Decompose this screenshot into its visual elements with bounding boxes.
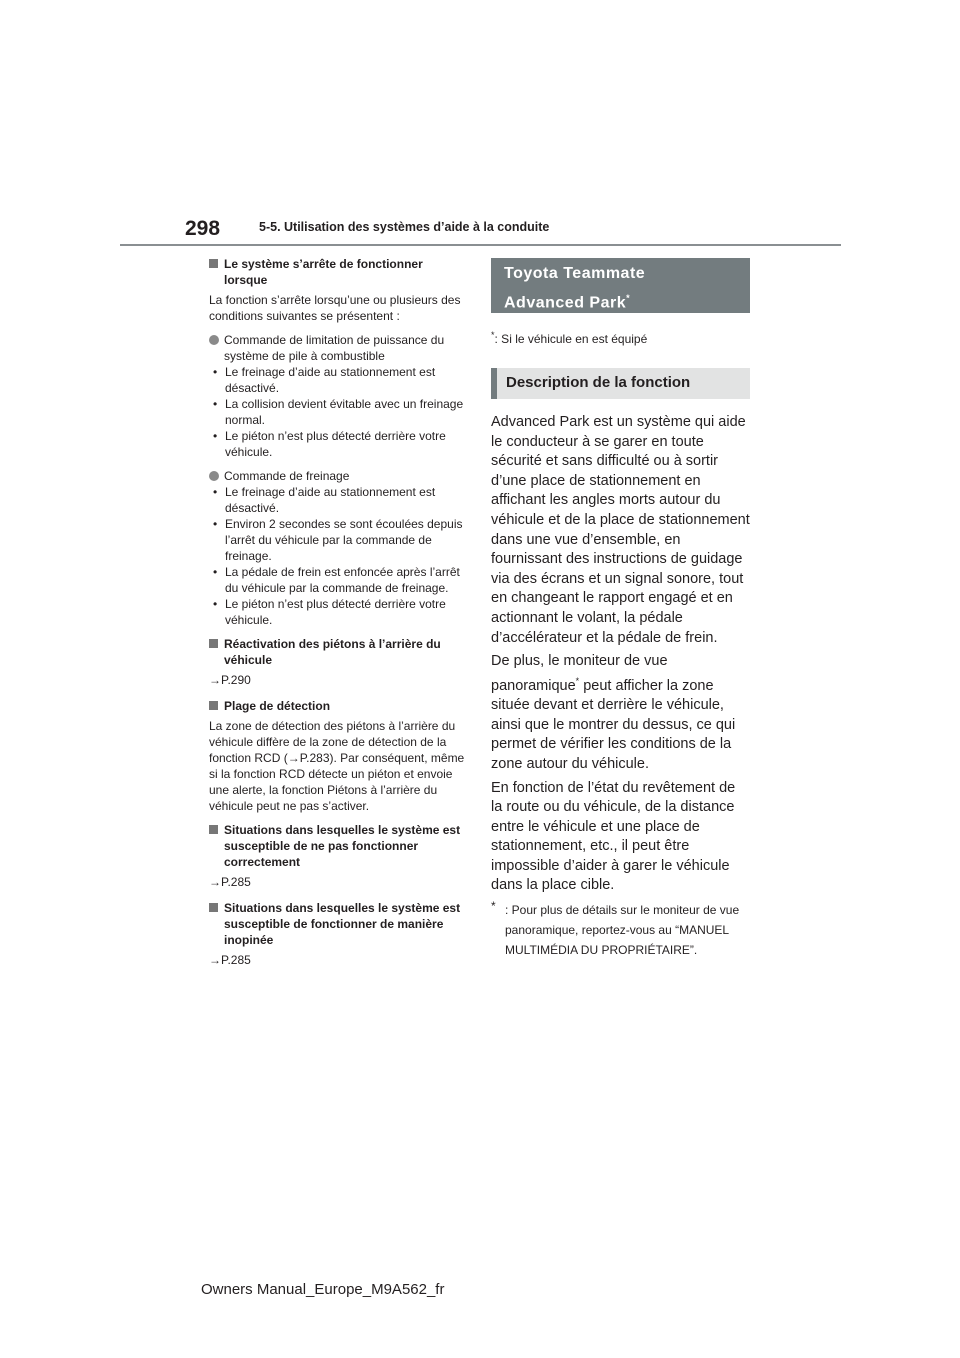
list-item: • Environ 2 secondes se sont écoulées depuis l’arrêt du véhicule par la commande de freinage. <box>209 516 468 564</box>
heading-detection-range: Plage de détection <box>209 698 468 714</box>
header-divider <box>120 244 841 246</box>
brake-control-list <box>209 484 468 628</box>
heading-unexpected-operation: Situations dans lesquelles le système est susceptible de fonctionner de manière inopinée <box>209 900 468 948</box>
square-bullet-icon <box>209 259 218 268</box>
detection-range-text: La zone de détection des piétons à l’arrière du véhicule diffère de la zone de détection de la fonction RCD (→P.283). Par conséquent, même si la fonction RCD détecte un piéton et envoie une alerte, la fonction Piétons à l’arrière du véhicule peut ne pas s’activer. <box>209 719 465 813</box>
page-reference-link[interactable]: →P.285 <box>209 875 251 889</box>
square-bullet-icon <box>209 903 218 912</box>
page-reference-link[interactable]: →P.290 <box>209 673 251 687</box>
subsection-title: Description de la fonction <box>506 374 691 391</box>
panoramic-monitor-footnote: * : Pour plus de détails sur le moniteur de vue panoramique, reportez-vous au “MANUEL MULTIMÉDIA DU PROPRIÉTAIRE”. <box>491 899 740 958</box>
heading-accent-bar <box>491 368 497 399</box>
description-paragraph-2: De plus, le moniteur de vue panoramique* peut afficher la zone située devant et derrière le véhicule, ainsi que le montrer du dessus, ce qui permet de vérifier les conditions de la zone autour du véhicule. <box>491 653 736 772</box>
footer-document-id: Owners Manual_Europe_M9A562_fr <box>201 1281 445 1298</box>
left-column <box>209 256 468 978</box>
banner-title-line2: Advanced Park* <box>504 293 631 312</box>
page-reference-link[interactable]: →P.285 <box>209 953 251 967</box>
heading-reactivation: Réactivation des piétons à l’arrière du véhicule <box>209 636 468 668</box>
square-bullet-icon <box>209 701 218 710</box>
list-item: • Le piéton n’est plus détecté derrière votre véhicule. <box>209 428 468 460</box>
power-limit-list <box>209 364 468 460</box>
bullet-power-limit: Commande de limitation de puissance du système de pile à combustible <box>209 332 468 364</box>
section-banner <box>491 258 750 313</box>
heading-stop-conditions: Le système s’arrête de fonctionner lorsque <box>209 256 468 288</box>
list-item: • Le piéton n’est plus détecté derrière votre véhicule. <box>209 596 468 628</box>
list-item: • La pédale de frein est enfoncée après l’arrêt du véhicule par la commande de freinage. <box>209 564 468 596</box>
description-paragraph-1: Advanced Park est un système qui aide le conducteur à se garer en toute sécurité et sans difficulté ou à sortir d’une place de stationnement en affichant les angles morts autour du véhicule et de la place de stationnement dans une vue d’ensemble, en fournissant des instructions de guidage via des écrans et un signal sonore, tout en changeant le rapport engagé et en actionnant le volant, la pédale d’accélérateur et la pédale de frein. <box>491 414 750 646</box>
circle-bullet-icon <box>209 471 219 481</box>
subsection-heading-box <box>491 368 750 399</box>
square-bullet-icon <box>209 639 218 648</box>
description-paragraph-3: En fonction de l’état du revêtement de la route ou du véhicule, de la distance entre le véhicule et une place de stationnement, etc., il peut être impossible d’aider à garer le véhicule dans la place cible. <box>491 779 736 894</box>
page-number: 298 <box>185 217 221 240</box>
heading-may-not-operate: Situations dans lesquelles le système est susceptible de ne pas fonctionner correctement <box>209 822 468 870</box>
bullet-brake-control: Commande de freinage <box>209 468 468 484</box>
circle-bullet-icon <box>209 335 219 345</box>
stop-conditions-intro: La fonction s’arrête lorsqu’une ou plusieurs des conditions suivantes se présentent : <box>209 293 461 323</box>
list-item: • Le freinage d’aide au stationnement est désactivé. <box>209 484 468 516</box>
equipment-footnote: *: Si le véhicule en est équipé <box>491 330 648 346</box>
list-item: • La collision devient évitable avec un freinage normal. <box>209 396 468 428</box>
banner-title-line1: Toyota Teammate <box>504 265 646 282</box>
section-title: 5-5. Utilisation des systèmes d’aide à la conduite <box>259 220 550 234</box>
list-item: • Le freinage d’aide au stationnement est désactivé. <box>209 364 468 396</box>
square-bullet-icon <box>209 825 218 834</box>
right-column <box>491 258 750 960</box>
